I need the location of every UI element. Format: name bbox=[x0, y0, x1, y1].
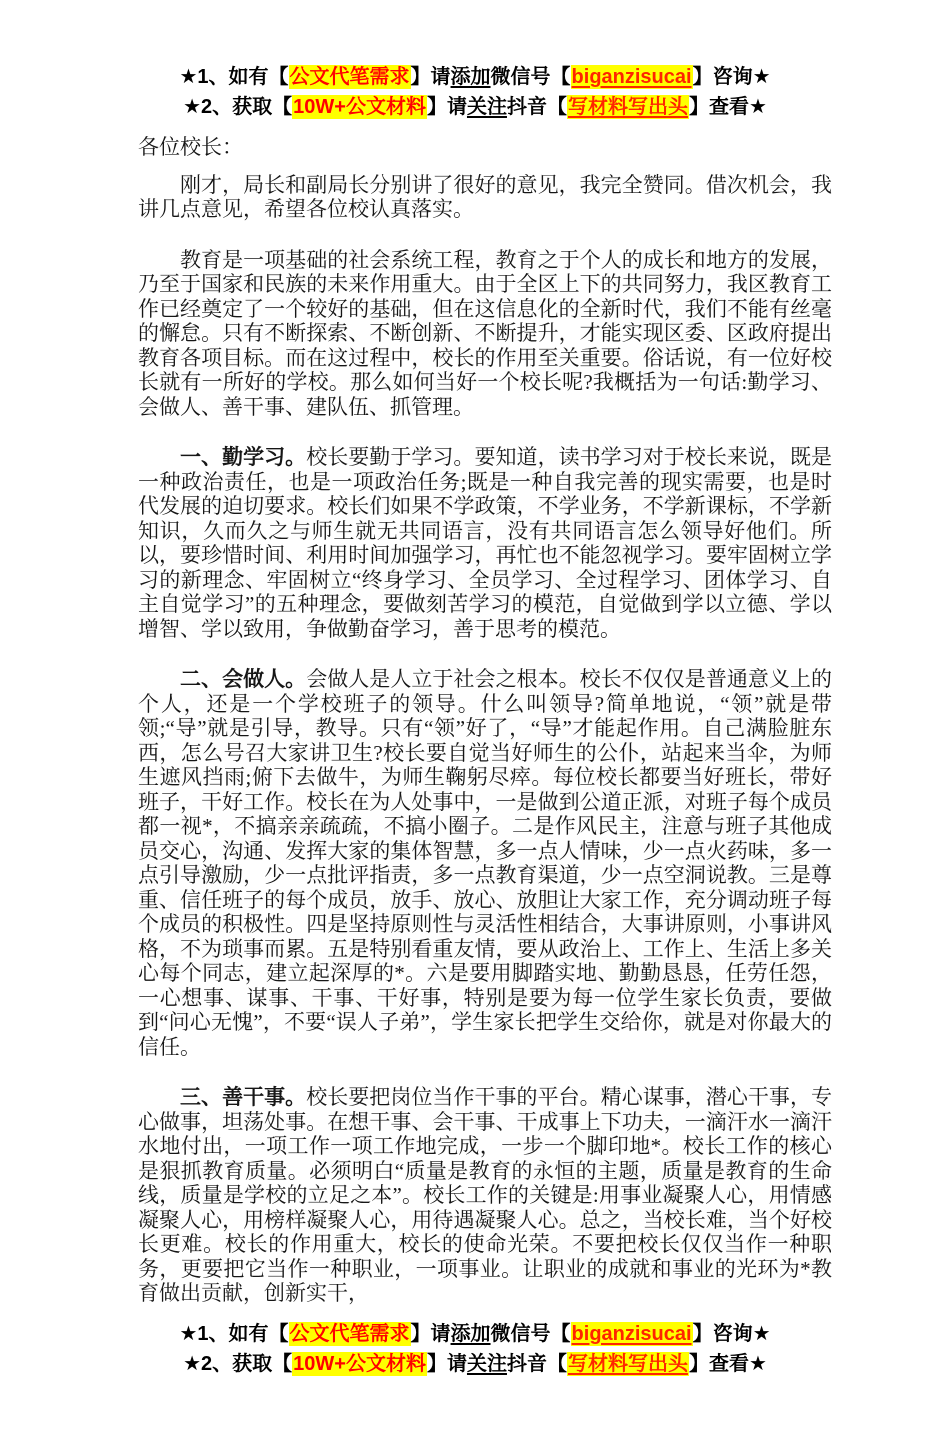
promo-highlight-materials: 10W+公文材料 bbox=[293, 96, 426, 118]
promo-text-segment: 抖音【 bbox=[506, 1352, 567, 1375]
promo-action-follow: 关注 bbox=[466, 96, 507, 118]
promo-highlight-service: 公文代笔需求 bbox=[289, 1322, 410, 1345]
promo-text-segment: 微信号【 bbox=[490, 66, 571, 88]
promo-text-segment: 】查看★ bbox=[688, 96, 767, 118]
promo-text-segment: ★2、获取【 bbox=[183, 96, 293, 118]
promo-text-segment: ★1、如有【 bbox=[179, 1322, 289, 1345]
promo-footer bbox=[0, 1319, 950, 1435]
promo-text-segment: 抖音【 bbox=[506, 96, 567, 118]
paragraph-text: 会做人是人立于社会之根本。校长不仅仅是普通意义上的个人，还是一个学校班子的领导。什么叫领导?简单地说，“领”就是带领;“导”就是引导，教导。只有“领”好了，“导”才能起作用。自己满脸脏东西，怎么号召大家讲卫生?校长要自觉当好师生的公仆，站起来当伞，为师生遮风挡雨;俯下去做牛，为师生鞠躬尽瘁。每位校长都要当好班长，带好班子，干好工作。校长在为人处事中，一是做到公道正派，对班子每个成员都一视*，不搞亲亲疏疏，不搞小圈子。二是作风民主，注意与班子其他成员交心，沟通、发挥大家的集体智慧，多一点人情味，少一点火药味，多一点引导激励，少一点批评指责，多一点教育渠道，少一点空洞说教。三是尊重、信任班子的每个成员，放手、放心、放胆让大家工作，充分调动班子每个成员的积极性。四是坚持原则性与灵活性相结合，大事讲原则，小事讲风格，不为琐事而累。五是特别看重友情，要从政治上、工作上、生活上多关心每个同志，建立起深厚的*。六是要用脚踏实地、勤勤恳恳，任劳任怨，一心想事、谋事、干事、干好事，特别是要为每一位学生家长负责，要做到“问心无愧”，不要“误人子弟”，学生家长把学生交给你，就是对你最大的信任。 bbox=[138, 667, 833, 1059]
promo-douyin-account: 写材料写出头 bbox=[567, 1352, 688, 1375]
paragraph-text: 校长要勤于学习。要知道，读书学习对于校长来说，既是一种政治责任，也是一项政治任务;既是一种自我完善的现实需要，也是时代发展的迫切要求。校长们如果不学政策，不学业务，不学新课标，不学新知识，久而久之与师生就无共同语言，没有共同语言怎么领导好他们。所以，要珍惜时间、利用时间加强学习，再忙也不能忽视学习。要牢固树立学习的新理念、牢固树立“终身学习、全员学习、全过程学习、团体学习、自主自觉学习”的五种理念，要做刻苦学习的模范，自觉做到学以立德、学以增智、学以致用，争做勤奋学习，善于思考的模范。 bbox=[138, 445, 833, 641]
promo-action-follow: 关注 bbox=[466, 1352, 507, 1375]
salutation: 各位校长： bbox=[138, 135, 243, 159]
promo-footer-line1 bbox=[0, 1319, 950, 1349]
paragraph-section-1-study bbox=[138, 445, 832, 641]
promo-text-segment: 】查看★ bbox=[688, 1352, 767, 1375]
paragraph-text: 刚才，局长和副局长分别讲了很好的意见，我完全赞同。借次机会，我讲几点意见，希望各位校认真落实。 bbox=[138, 172, 832, 221]
section-heading-2: 二、会做人。 bbox=[180, 667, 307, 691]
promo-wechat-account: biganzisucai bbox=[571, 1322, 692, 1345]
promo-footer-line2 bbox=[0, 1349, 950, 1379]
promo-highlight-service: 公文代笔需求 bbox=[289, 66, 410, 88]
promo-header bbox=[0, 62, 950, 122]
paragraph-text: 校长要把岗位当作干事的平台。精心谋事，潜心干事，专心做事，坦荡处事。在想干事、会干事、干成事上下功夫，一滴汗水一滴汗水地付出，一项工作一项工作地完成，一步一个脚印地*。校长工作的核心是狠抓教育质量。必须明白“质量是教育的永恒的主题，质量是教育的生命线，质量是学校的立足之本”。校长工作的关键是:用事业凝聚人心，用情感凝聚人心，用榜样凝聚人心，用待遇凝聚人心。总之，当校长难，当个好校长更难。校长的作用重大，校长的使命光荣。不要把校长仅仅当作一种职务，更要把它当作一种职业，一项事业。让职业的成就和事业的光环为*教育做出贡献，创新实干， bbox=[138, 1085, 833, 1305]
promo-highlight-materials: 10W+公文材料 bbox=[293, 1352, 426, 1375]
promo-header-line2 bbox=[0, 92, 950, 122]
paragraph-section-3-work bbox=[138, 1085, 832, 1306]
section-heading-3: 三、善干事。 bbox=[180, 1085, 307, 1109]
promo-text-segment: 】请 bbox=[410, 1322, 451, 1345]
promo-douyin-account: 写材料写出头 bbox=[567, 96, 688, 118]
promo-text-segment: 】请 bbox=[426, 1352, 467, 1375]
promo-header-line1 bbox=[0, 62, 950, 92]
promo-text-segment: 微信号【 bbox=[490, 1322, 571, 1345]
section-heading-1: 一、勤学习。 bbox=[180, 445, 307, 469]
promo-action-add: 添加 bbox=[450, 1322, 491, 1345]
promo-wechat-account: biganzisucai bbox=[571, 66, 692, 88]
promo-text-segment: 】请 bbox=[426, 96, 467, 118]
promo-text-segment: ★2、获取【 bbox=[183, 1352, 293, 1375]
paragraph-intro bbox=[138, 173, 832, 222]
promo-text-segment: 】请 bbox=[410, 66, 451, 88]
promo-text-segment: ★1、如有【 bbox=[179, 66, 289, 88]
paragraph-section-2-conduct bbox=[138, 667, 832, 1059]
promo-text-segment: 】咨询★ bbox=[692, 1322, 771, 1345]
paragraph-text: 教育是一项基础的社会系统工程，教育之于个人的成长和地方的发展，乃至于国家和民族的未来作用重大。由于全区上下的共同努力，我区教育工作已经奠定了一个较好的基础，但在这信息化的全新时代，我们不能有丝毫的懈怠。只有不断探索、不断创新、不断提升，才能实现区委、区政府提出教育各项目标。而在这过程中，校长的作用至关重要。俗话说，有一位好校长就有一所好的学校。那么如何当好一个校长呢?我概括为一句话:勤学习、会做人、善干事、建队伍、抓管理。 bbox=[138, 247, 832, 419]
paragraph-overview bbox=[138, 248, 832, 420]
promo-action-add: 添加 bbox=[450, 66, 491, 88]
promo-text-segment: 】咨询★ bbox=[692, 66, 771, 88]
